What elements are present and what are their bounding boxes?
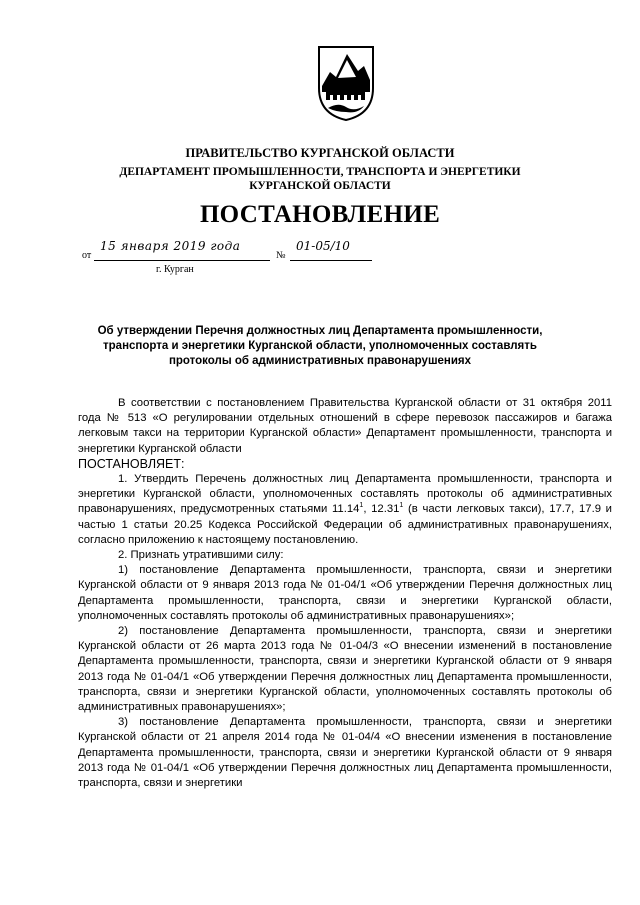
clause-2: 2. Признать утратившими силу: <box>118 549 284 562</box>
intro-paragraph: В соответствии с постановлением Правительства Курганской области от 31 октября 2011 года № 513 «О регулировании отдельных отношений в сфере перевозок пассажиров и багажа легковым такси на территории Курганской области» Департамент промышленности, транспорта и энергетики Курганской области <box>78 397 612 455</box>
department-line-2: КУРГАНСКОЙ ОБЛАСТИ <box>249 180 391 192</box>
from-label: от <box>82 250 92 261</box>
department-name <box>0 165 640 193</box>
number-label: № <box>276 250 286 261</box>
document-type-title: ПОСТАНОВЛЕНИЕ <box>199 201 441 228</box>
government-name: ПРАВИТЕЛЬСТВО КУРГАНСКОЙ ОБЛАСТИ <box>185 146 455 160</box>
kurgan-coat-of-arms-icon <box>316 44 376 122</box>
city-name: г. Курган <box>156 264 194 275</box>
document-body <box>78 396 612 791</box>
clause-1-text-c: (в части легковых такси), 17.7, 17.9 и частью 1 статьи 20.25 Кодекса Российской Федерации об административных правонарушениях, согласно приложению к настоящему постановлению. <box>78 503 612 546</box>
clause-2-item-3: 3) постановление Департамента промышленности, транспорта, связи и энергетики Курганской области от 21 апреля 2014 года № 01-04/4 «О внесении изменения в постановление Департамента промышленности, транспорта, связи и энергетики Курганской области от 9 января 2013 года № 01-04/1 «Об утверждении Перечня должностных лиц Департамента промышленности, транспорта, связи и энергетики <box>78 716 612 790</box>
handwritten-date: 15 января 2019 года <box>100 239 241 253</box>
clause-1 <box>78 472 612 548</box>
clause-2-item-1: 1) постановление Департамента промышленности, транспорта, связи и энергетики Курганской области от 9 января 2013 года № 01-04/1 «Об утверждении Перечня должностных лиц Департамента промышленности, транспорта, связи и энергетики Курганской области, уполномоченных составлять протоколы об административных правонарушениях»; <box>78 564 612 622</box>
handwritten-number: 01-05/10 <box>296 239 350 253</box>
clause-1-sup-1: 1 <box>359 502 364 510</box>
number-underline <box>290 260 372 261</box>
resolves-word: ПОСТАНОВЛЯЕТ: <box>78 456 185 471</box>
clause-1-text-a: 1. Утвердить Перечень должностных лиц Департамента промышленности, транспорта и энергетики Курганской области, уполномоченных составлять протоколы об административных правонарушениях, предусмотренных статьями 11.14 <box>78 473 612 516</box>
date-underline <box>94 260 270 261</box>
clause-1-text-b: , 12.31 <box>363 503 400 516</box>
clause-2-item-2: 2) постановление Департамента промышленности, транспорта, связи и энергетики Курганской области от 26 марта 2013 года № 01-04/3 «О внесении изменений в постановление Департамента промышленности, транспорта, связи и энергетики Курганской области от 9 января 2013 года № 01-04/1 «Об утверждении Перечня должностных лиц Департамента промышленности, транспорта, связи и энергетики Курганской области, уполномоченных составлять протоколы об административных правонарушениях»; <box>78 625 612 714</box>
department-line-1: ДЕПАРТАМЕНТ ПРОМЫШЛЕННОСТИ, ТРАНСПОРТА И ЭНЕРГЕТИКИ <box>119 166 521 178</box>
document-subject: Об утверждении Перечня должностных лиц Департамента промышленности, транспорта и энергетики Курганской области, уполномоченных составлять протоколы об административных правонарушениях <box>97 325 543 367</box>
clause-1-sup-2: 1 <box>399 502 404 510</box>
